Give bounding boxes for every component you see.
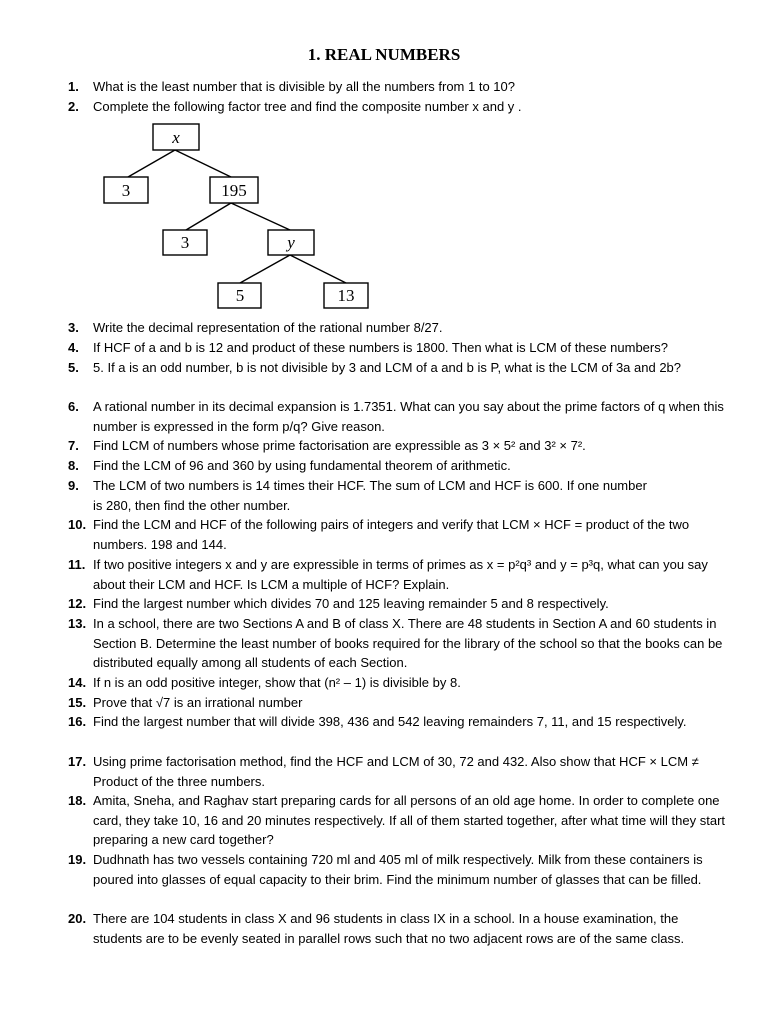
tree-node-left1-label: 3 [121, 181, 131, 200]
question-number: 10. [68, 517, 87, 532]
question-item [68, 436, 728, 456]
question-text: If n is an odd positive integer, show that (n² – 1) is divisible by 8. [93, 675, 461, 690]
question-number: 3. [68, 320, 79, 335]
question-number: 4. [68, 340, 79, 355]
question-item [68, 476, 648, 515]
question-item [68, 673, 728, 693]
question-item [68, 594, 728, 614]
question-number: 19. [68, 852, 87, 867]
question-text: What is the least number that is divisible by all the numbers from 1 to 10? [93, 79, 515, 94]
question-number: 8. [68, 458, 79, 473]
question-item [68, 850, 728, 889]
question-text: 5. If a is an odd number, b is not divisible by 3 and LCM of a and b is P, what is the LCM of 3a and 2b? [93, 360, 682, 375]
tree-edge [175, 150, 231, 177]
question-item [68, 693, 728, 713]
question-number: 20. [68, 911, 87, 926]
question-number: 13. [68, 616, 87, 631]
question-item [68, 318, 728, 338]
question-item [68, 338, 728, 358]
tree-edge [186, 203, 231, 230]
question-text: Find the LCM and HCF of the following pairs of integers and verify that LCM × HCF = product of the two numbers. 198 and 144. [93, 517, 690, 552]
question-text: In a school, there are two Sections A and B of class X. There are 48 students in Section A and 60 students in Section B. Determine the least number of books required for the library of the school so that the books can be distributed equally among all students of each Section. [93, 616, 723, 671]
question-number: 16. [68, 714, 87, 729]
question-item [68, 555, 728, 594]
question-text: Find the largest number that will divide 398, 436 and 542 leaving remainders 7, 11, and 15 respectively. [93, 714, 687, 729]
question-item [68, 909, 728, 948]
question-text: Prove that √7 is an irrational number [93, 695, 303, 710]
question-text: Find the LCM of 96 and 360 by using fundamental theorem of arithmetic. [93, 458, 511, 473]
question-number: 2. [68, 99, 79, 114]
question-item [68, 515, 728, 554]
question-number: 9. [68, 478, 79, 493]
tree-node-left2-label: 3 [180, 233, 190, 252]
question-number: 14. [68, 675, 87, 690]
question-number: 12. [68, 596, 87, 611]
question-text: Find the largest number which divides 70 and 125 leaving remainder 5 and 8 respectively. [93, 596, 609, 611]
tree-node-left3-label: 5 [235, 286, 245, 305]
question-item [68, 791, 728, 850]
question-text: Using prime factorisation method, find the HCF and LCM of 30, 72 and 432. Also show that HCF × LCM ≠ Product of the three numbers. [93, 754, 699, 789]
tree-edge [290, 255, 346, 283]
question-number: 11. [68, 557, 86, 572]
question-text: Find LCM of numbers whose prime factorisation are expressible as 3 × 5² and 3² × 7². [93, 438, 586, 453]
question-item [68, 752, 728, 791]
factor-tree [0, 0, 768, 320]
question-number: 18. [68, 793, 87, 808]
question-number: 5. [68, 360, 79, 375]
question-item [68, 456, 728, 476]
question-number: 1. [68, 79, 79, 94]
question-text: A rational number in its decimal expansion is 1.7351. What can you say about the prime factors of q when this number is expressed in the form p/q? Give reason. [93, 399, 724, 434]
question-item [68, 712, 728, 732]
tree-node-right1-label: 195 [221, 181, 247, 200]
tree-edge [128, 150, 175, 177]
question-number: 17. [68, 754, 87, 769]
question-text: The LCM of two numbers is 14 times their HCF. The sum of LCM and HCF is 600. If one number is 280, then find the other number. [93, 478, 647, 513]
question-text: If two positive integers x and y are expressible in terms of primes as x = p²q³ and y = p³q, what can you say about their LCM and HCF. Is LCM a multiple of HCF? Explain. [93, 557, 708, 592]
question-item [68, 77, 728, 97]
tree-node-right2-label: y [287, 233, 295, 252]
question-text: If HCF of a and b is 12 and product of these numbers is 1800. Then what is LCM of these numbers? [93, 340, 668, 355]
question-item [68, 614, 728, 673]
tree-edge [240, 255, 290, 283]
question-text: Complete the following factor tree and find the composite number x and y . [93, 99, 522, 114]
question-text: Write the decimal representation of the rational number 8/27. [93, 320, 443, 335]
question-text: Amita, Sneha, and Raghav start preparing cards for all persons of an old age home. In order to complete one card, they take 10, 16 and 20 minutes respectively. If all of them started together, after what time will they start preparing a new card together? [93, 793, 726, 848]
tree-node-root-label: x [172, 128, 180, 147]
tree-node-right3-label: 13 [337, 286, 355, 305]
question-number: 7. [68, 438, 79, 453]
question-item [68, 358, 728, 378]
question-text: There are 104 students in class X and 96 students in class IX in a school. In a house examination, the students are to be evenly seated in parallel rows such that no two adjacent rows are of the same class. [93, 911, 685, 946]
question-item [68, 97, 728, 117]
page-title: 1. REAL NUMBERS [307, 45, 461, 64]
question-text: Dudhnath has two vessels containing 720 ml and 405 ml of milk respectively. Milk from these containers is poured into glasses of equal capacity to their brim. Find the minimum number of glasses that can be filled. [93, 852, 703, 887]
question-number: 15. [68, 695, 87, 710]
question-item [68, 397, 728, 436]
tree-edge [231, 203, 290, 230]
question-number: 6. [68, 399, 79, 414]
